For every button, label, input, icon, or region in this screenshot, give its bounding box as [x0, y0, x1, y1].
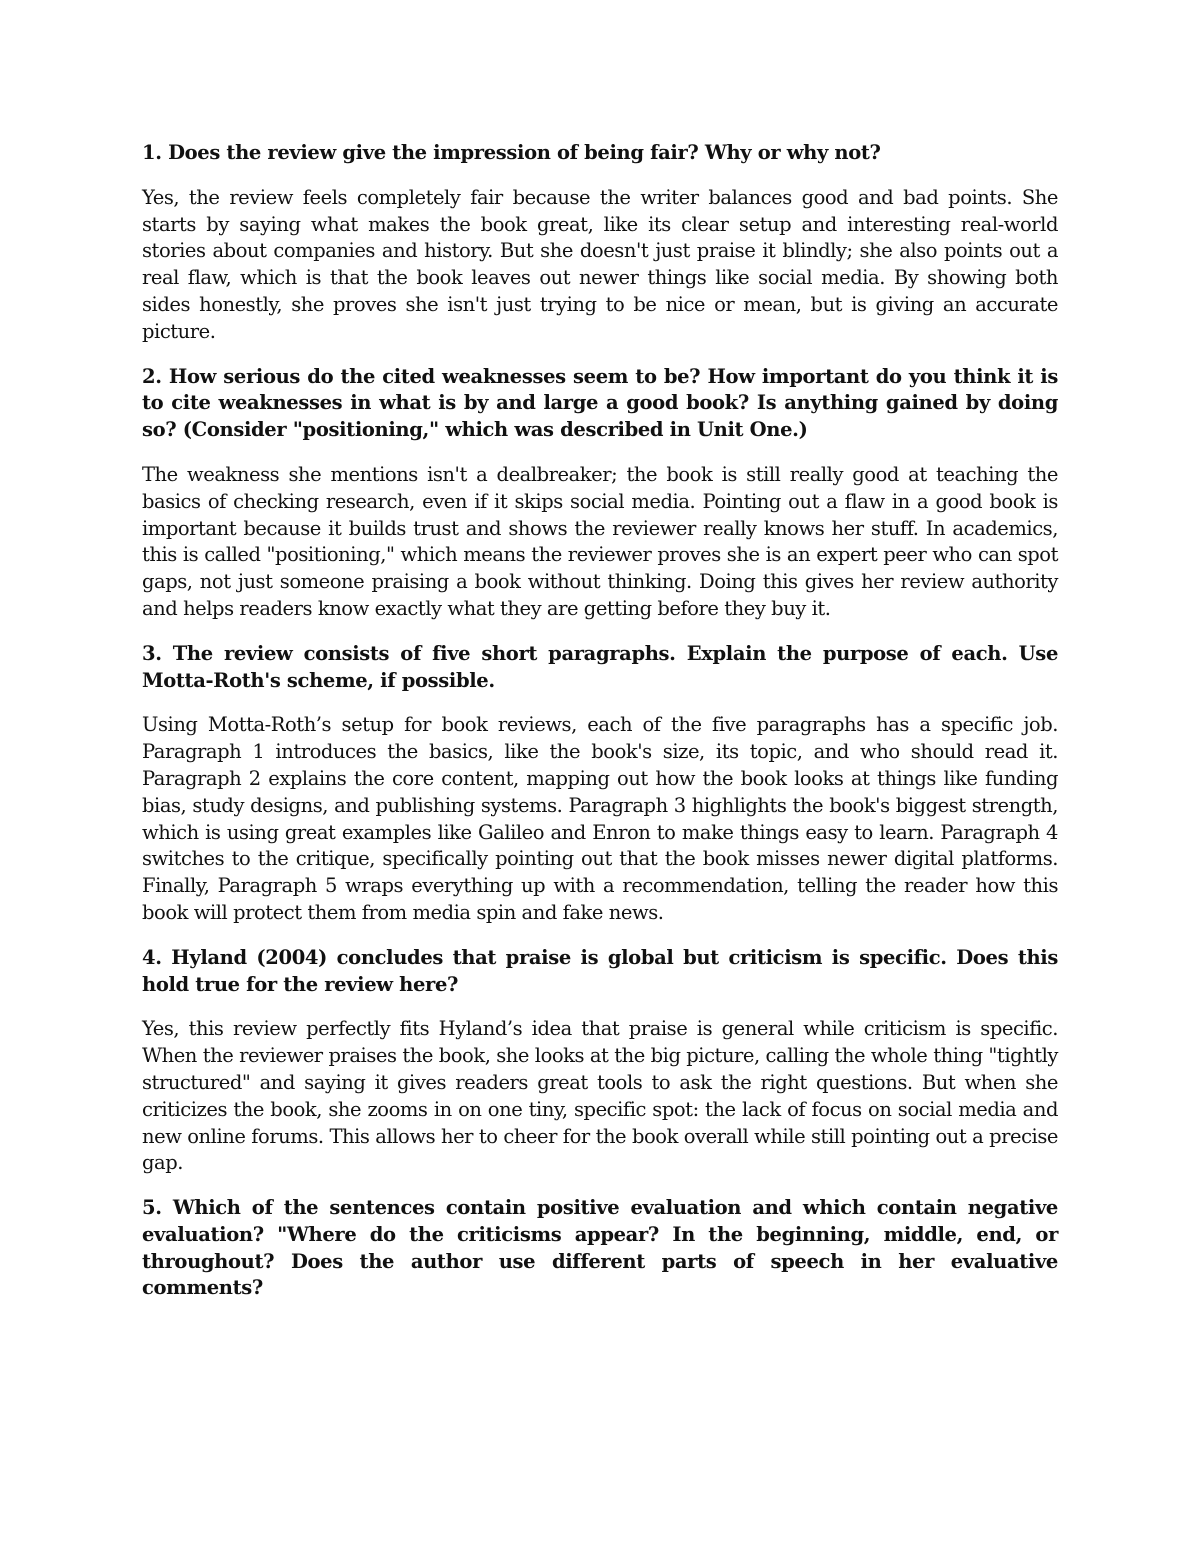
qa-section-2: [142, 364, 1058, 623]
question-3: 3. The review consists of five short paragraphs. Explain the purpose of each. Use Motta-Roth's scheme, if possible.: [142, 641, 1058, 692]
document-page: [142, 140, 1058, 1320]
answer-4: Yes, this review perfectly fits Hyland’s idea that praise is general while criticism is specific. When the reviewer praises the book, she looks at the big picture, calling the whole thing "tightly structured" and saying it gives readers great tools to ask the right questions. But when she criticizes the book, she zooms in on one tiny, specific spot: the lack of focus on social media and new online forums. This allows her to cheer for the book overall while still pointing out a precise gap.: [142, 1017, 1058, 1175]
answer-3: Using Motta-Roth’s setup for book reviews, each of the five paragraphs has a specific job. Paragraph 1 introduces the basics, like the book's size, its topic, and who should read it. Paragraph 2 explains the core content, mapping out how the book looks at things like funding bias, study designs, and publishing systems. Paragraph 3 highlights the book's biggest strength, which is using great examples like Galileo and Enron to make things easy to learn. Paragraph 4 switches to the critique, specifically pointing out that the book misses newer digital platforms. Finally, Paragraph 5 wraps everything up with a recommendation, telling the reader how this book will protect them from media spin and fake news.: [142, 713, 1058, 924]
qa-section-5: [142, 1195, 1058, 1302]
answer-1: Yes, the review feels completely fair because the writer balances good and bad points. She starts by saying what makes the book great, like its clear setup and interesting real-world stories about companies and history. But she doesn't just praise it blindly; she also points out a real flaw, which is that the book leaves out newer things like social media. By showing both sides honestly, she proves she isn't just trying to be nice or mean, but is giving an accurate picture.: [142, 185, 1058, 343]
question-5: 5. Which of the sentences contain positive evaluation and which contain negative evaluation? "Where do the criticisms appear? In the beginning, middle, end, or throughout? Does the author use different parts of speech in her evaluative comments?: [142, 1196, 1058, 1300]
qa-section-3: [142, 641, 1058, 927]
question-4: 4. Hyland (2004) concludes that praise is global but criticism is specific. Does this hold true for the review here?: [142, 945, 1058, 996]
answer-2: The weakness she mentions isn't a dealbreaker; the book is still really good at teaching the basics of checking research, even if it skips social media. Pointing out a flaw in a good book is important because it builds trust and shows the reviewer really knows her stuff. In academics, this is called "positioning," which means the reviewer proves she is an expert peer who can spot gaps, not just someone praising a book without thinking. Doing this gives her review authority and helps readers know exactly what they are getting before they buy it.: [142, 462, 1058, 620]
qa-section-4: [142, 945, 1058, 1177]
question-1: 1. Does the review give the impression of being fair? Why or why not?: [142, 141, 881, 164]
question-2: 2. How serious do the cited weaknesses seem to be? How important do you think it is to cite weaknesses in what is by and large a good book? Is anything gained by doing so? (Consider "positioning," which was described in Unit One.): [142, 364, 1058, 442]
qa-section-1: [142, 140, 1058, 346]
